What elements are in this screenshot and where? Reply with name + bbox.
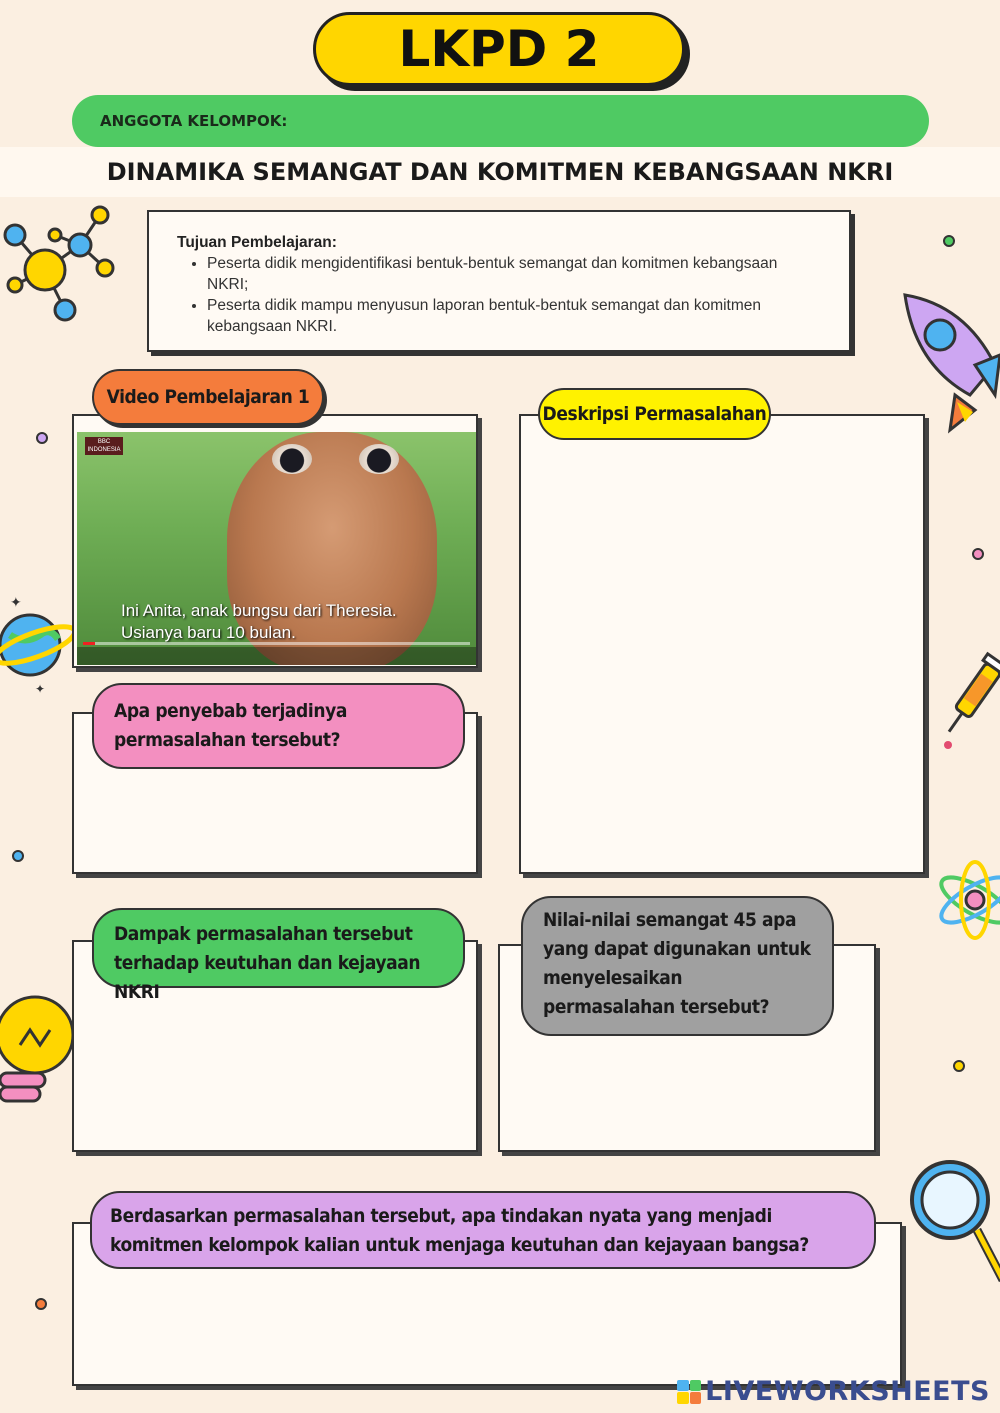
commitment-question <box>90 1191 876 1269</box>
molecule-icon <box>0 200 120 330</box>
commitment-question-text: Berdasarkan permasalahan tersebut, apa tindakan nyata yang menjadi komitmen kelompok kalian untuk menjaga keutuhan dan kejayaan bangsa? <box>110 1205 809 1256</box>
video-caption-line: Ini Anita, anak bungsu dari Theresia. <box>121 601 397 620</box>
group-members-label: ANGGOTA KELOMPOK: <box>100 112 288 130</box>
video-progress-bar[interactable] <box>83 642 470 645</box>
syringe-icon <box>940 650 1000 750</box>
svg-text:✦: ✦ <box>10 595 22 610</box>
liveworksheets-logo <box>677 1376 990 1407</box>
objective-item: • Peserta didik mampu menyusun laporan bentuk-bentuk semangat dan komitmen kebangsaan NKRI. <box>207 295 819 337</box>
objective-item: • Peserta didik mengidentifikasi bentuk-bentuk semangat dan komitmen kebangsaan NKRI; <box>207 253 819 295</box>
brand-name: LIVEWORKSHEETS <box>705 1376 990 1407</box>
magnifier-icon <box>905 1150 1000 1310</box>
cause-question-text: Apa penyebab terjadinya permasalahan tersebut? <box>114 700 347 751</box>
video-channel-badge: BBC INDONESIA <box>85 437 123 455</box>
decor-dot <box>35 1298 47 1310</box>
lightbulb-icon <box>0 985 80 1125</box>
decor-dot <box>12 850 24 862</box>
description-label <box>538 388 771 440</box>
video-label-text: Video Pembelajaran 1 <box>106 385 310 408</box>
planet-icon <box>0 595 80 695</box>
video-thumbnail-detail <box>359 444 399 474</box>
video-label <box>92 369 324 425</box>
impact-question-text: Dampak permasalahan tersebut terhadap keutuhan dan kejayaan NKRI <box>114 923 421 1003</box>
video-controls[interactable] <box>77 647 476 665</box>
values-question-text: Nilai-nilai semangat 45 apa yang dapat digunakan untuk menyelesaikan permasalahan tersebut? <box>543 909 811 1018</box>
video-caption-line: Usianya baru 10 bulan. <box>121 623 296 642</box>
svg-text:✦: ✦ <box>35 682 46 695</box>
cause-question <box>92 683 465 769</box>
atom-icon <box>930 850 1000 950</box>
video-thumbnail-detail <box>272 444 312 474</box>
values-question <box>521 896 834 1036</box>
page-title: LKPD 2 <box>313 12 685 86</box>
decor-dot <box>943 235 955 247</box>
video-player[interactable] <box>77 432 476 665</box>
description-label-text: Deskripsi Permasalahan <box>542 402 767 425</box>
description-answer-box[interactable] <box>519 414 925 874</box>
video-caption <box>121 600 397 644</box>
objectives-heading: Tujuan Pembelajaran: <box>177 234 337 251</box>
brand-logo-icon <box>677 1380 701 1404</box>
decor-dot <box>953 1060 965 1072</box>
impact-question <box>92 908 465 1003</box>
learning-objectives <box>147 210 851 352</box>
group-members-field[interactable] <box>72 95 929 147</box>
decor-dot <box>972 548 984 560</box>
page-subtitle: DINAMIKA SEMANGAT DAN KOMITMEN KEBANGSAAN NKRI <box>0 147 1000 197</box>
decor-dot <box>36 432 48 444</box>
